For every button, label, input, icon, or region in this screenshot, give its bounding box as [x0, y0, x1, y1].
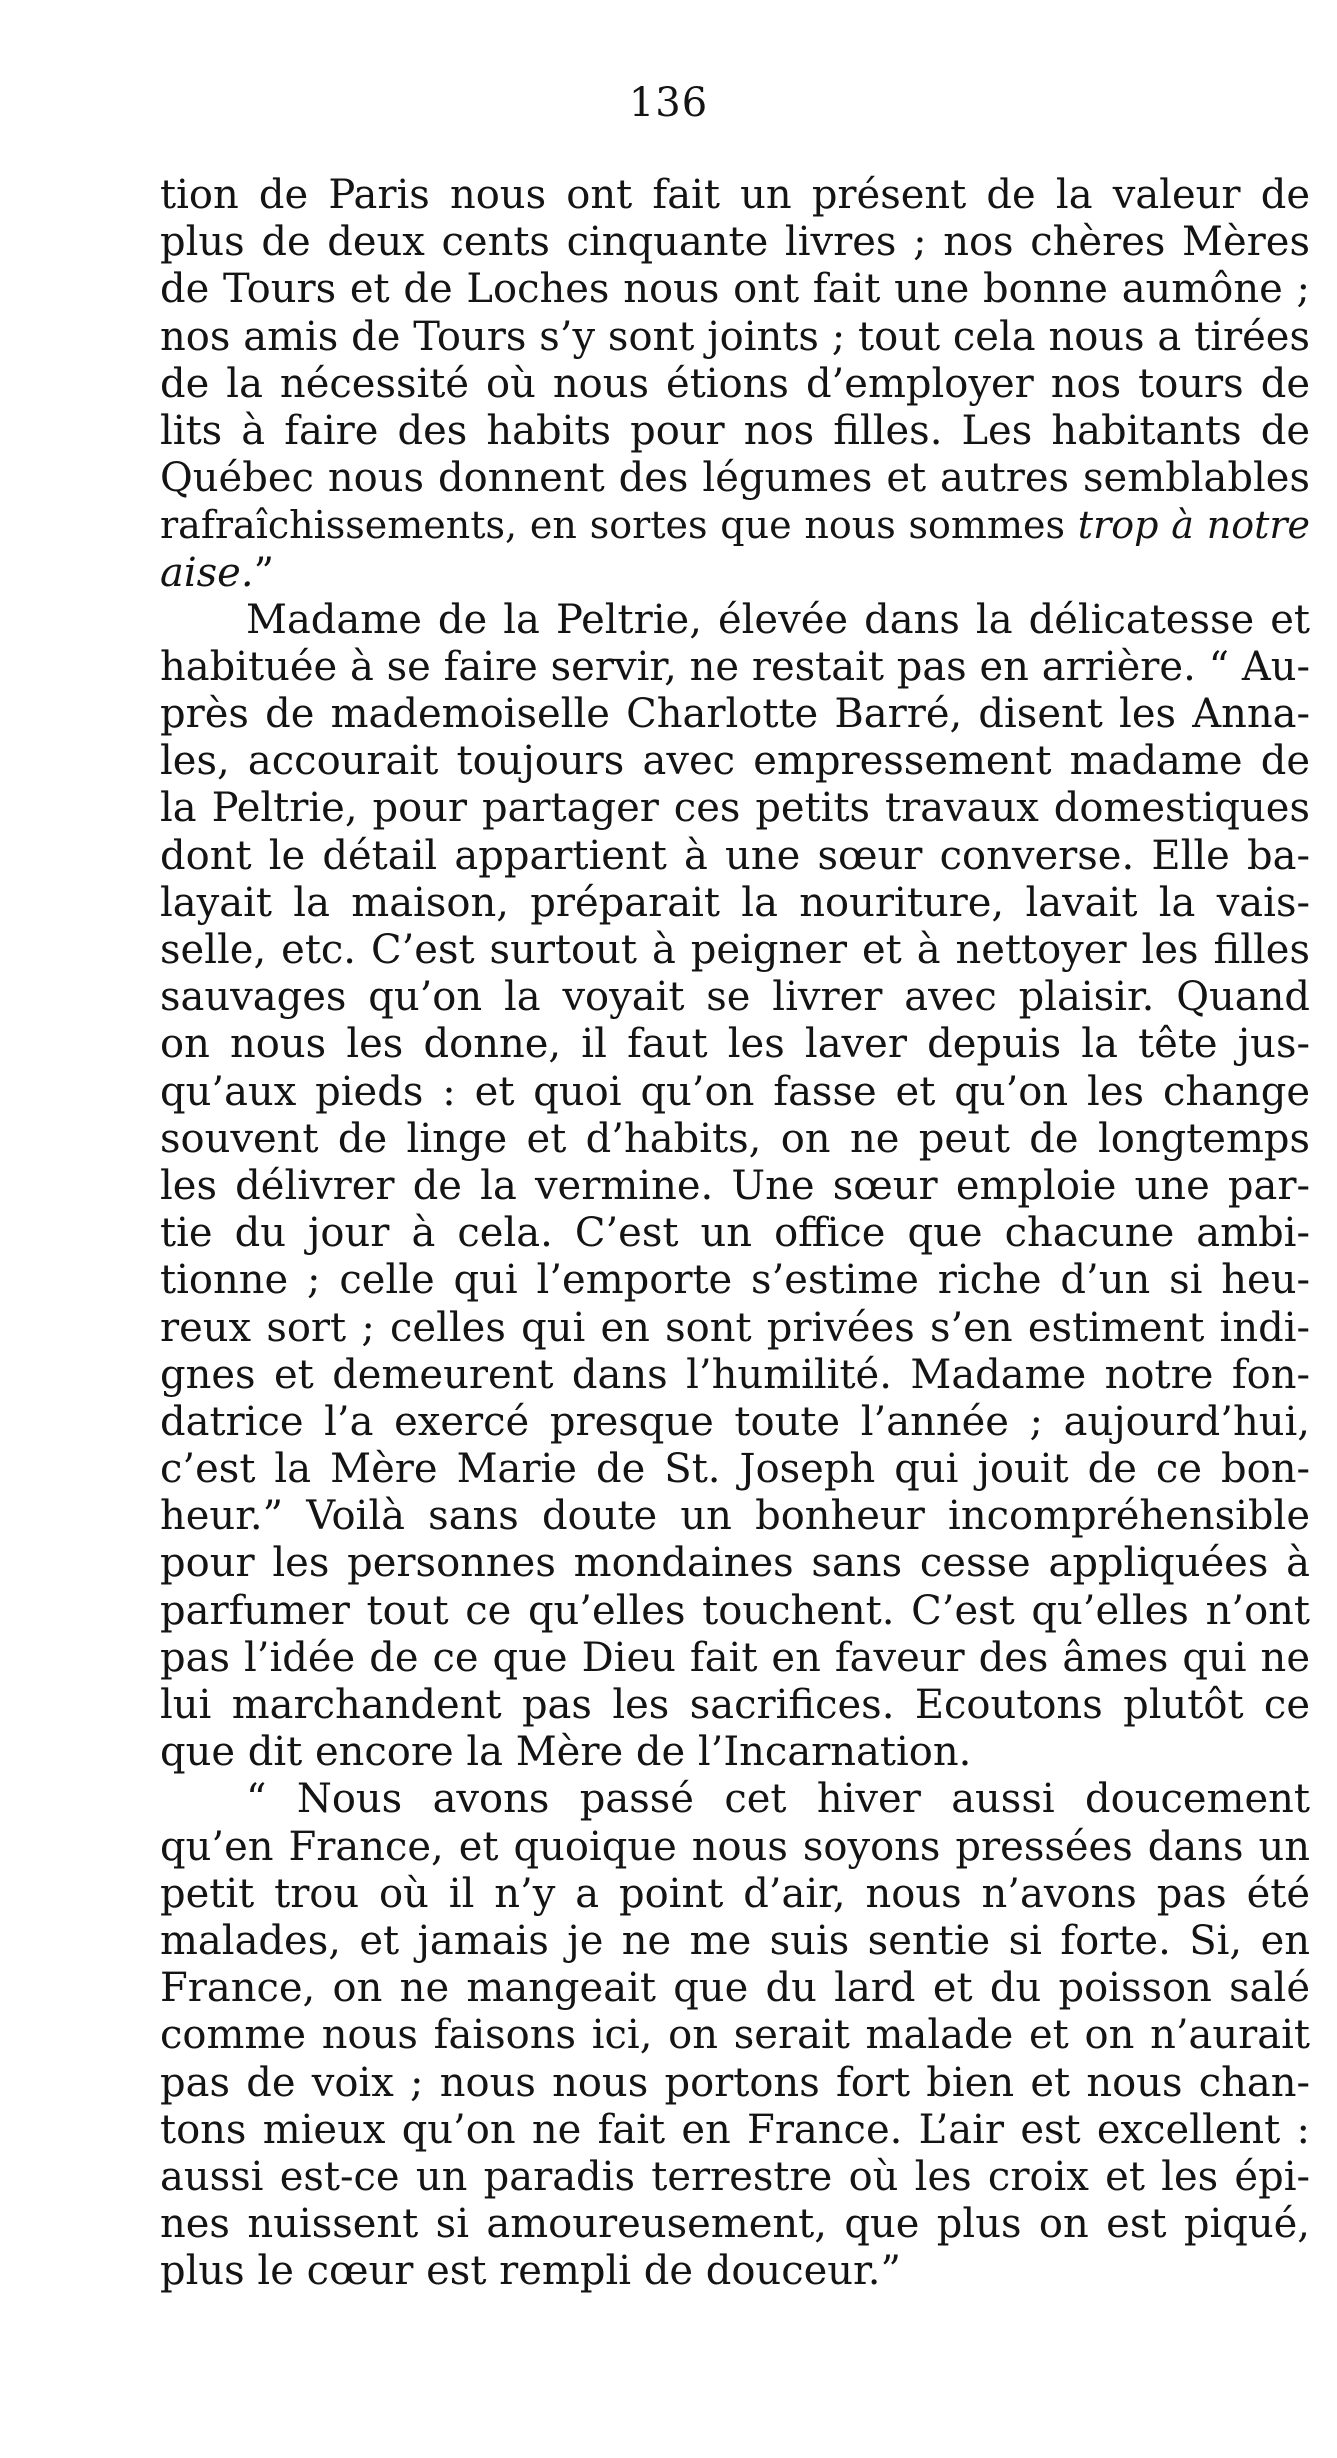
line-text: c’est la Mère Marie de St. Joseph qui jouit de ce bon-: [160, 1446, 1310, 1493]
line-text: qu’en France, et quoique nous soyons pressées dans un: [160, 1823, 1310, 1870]
text-line: [160, 1540, 1310, 1587]
line-text: qu’aux pieds : et quoi qu’on fasse et qu’on les change: [160, 1068, 1310, 1115]
text-line: [160, 1069, 1310, 1116]
text-line: [160, 1588, 1310, 1635]
line-text: lui marchandent pas les sacrifices. Ecoutons plutôt ce: [160, 1682, 1310, 1728]
line-text: comme nous faisons ici, on serait malade et on n’aurait: [160, 2012, 1310, 2059]
text-line: [160, 172, 1310, 219]
text-line: [160, 2012, 1310, 2059]
line-text: tion de Paris nous ont fait un présent de la valeur de: [160, 172, 1310, 218]
line-text: les, accourait toujours avec empressement madame de: [160, 738, 1310, 785]
line-text: la Peltrie, pour partager ces petits travaux domestiques: [160, 785, 1310, 832]
text-line: [160, 927, 1310, 974]
text-line: [160, 361, 1310, 408]
text-line: [160, 2107, 1310, 2154]
line-text: tionne ; celle qui l’emporte s’estime riche d’un si heu-: [160, 1257, 1310, 1304]
line-text: près de mademoiselle Charlotte Barré, disent les Anna-: [160, 691, 1310, 738]
text-line: [160, 1729, 1310, 1776]
line-text: Québec nous donnent des légumes et autres semblables: [160, 455, 1310, 502]
text-line: [160, 2060, 1310, 2107]
line-text: pas de voix ; nous nous portons fort bien et nous chan-: [160, 2059, 1310, 2106]
text-line: [160, 974, 1310, 1021]
line-text: de Tours et de Loches nous ont fait une bonne aumône ;: [160, 266, 1310, 313]
page-text: [160, 172, 1310, 2295]
line-text: parfumer tout ce qu’elles touchent. C’est qu’elles n’ont: [160, 1587, 1310, 1634]
line-text: pour les personnes mondaines sans cesse appliquées à: [160, 1540, 1310, 1587]
line-text: pas l’idée de ce que Dieu fait en faveur des âmes qui ne: [160, 1634, 1310, 1681]
text-line: [160, 314, 1310, 361]
line-text: plus le cœur est rempli de douceur.”: [160, 2248, 901, 2295]
text-line: [160, 2248, 1310, 2295]
line-text: malades, et jamais je ne me suis sentie si forte. Si, en: [160, 1917, 1310, 1964]
text-line: [160, 1918, 1310, 1965]
text-line: [160, 1399, 1310, 1446]
text-line: [160, 738, 1310, 785]
text-line: [160, 1257, 1310, 1304]
line-text: nos amis de Tours s’y sont joints ; tout cela nous a tirées: [160, 313, 1310, 360]
line-text: “ Nous avons passé cet hiver aussi doucement: [246, 1776, 1310, 1823]
text-line: [160, 1493, 1310, 1540]
text-line: [160, 550, 1310, 597]
line-italic-text: trop à notre: [1077, 503, 1310, 548]
line-text: lits à faire des habits pour nos filles. Les habitants de: [160, 407, 1310, 454]
text-line: [160, 1352, 1310, 1399]
text-line: [160, 833, 1310, 880]
text-line: [160, 1682, 1310, 1729]
text-line: [160, 502, 1310, 549]
text-line: [160, 408, 1310, 455]
line-text: habituée à se faire servir, ne restait pas en arrière. “ Au-: [160, 643, 1310, 690]
line-text: nes nuissent si amoureusement, que plus on est piqué,: [160, 2201, 1310, 2248]
text-line: [160, 2201, 1310, 2248]
text-line: [160, 597, 1310, 644]
text-line: [160, 1871, 1310, 1918]
text-line: [160, 691, 1310, 738]
line-trailing-text: ”: [253, 549, 275, 596]
text-line: [160, 1965, 1310, 2012]
line-text: gnes et demeurent dans l’humilité. Madame notre fon-: [160, 1351, 1310, 1398]
line-text: petit trou où il n’y a point d’air, nous n’avons pas été: [160, 1870, 1310, 1917]
text-line: [160, 1210, 1310, 1257]
line-text: selle, etc. C’est surtout à peigner et à nettoyer les filles: [160, 927, 1310, 973]
line-text: de la nécessité où nous étions d’employer nos tours de: [160, 360, 1310, 407]
line-text: tons mieux qu’on ne fait en France. L’air est excellent :: [160, 2106, 1310, 2153]
line-text: Madame de la Peltrie, élevée dans la délicatesse et: [246, 596, 1310, 643]
text-line: [160, 1824, 1310, 1871]
text-line: [160, 1021, 1310, 1068]
text-line: [160, 455, 1310, 502]
text-line: [160, 880, 1310, 927]
text-line: [160, 1305, 1310, 1352]
text-line: [160, 1635, 1310, 1682]
line-text: tie du jour à cela. C’est un office que chacune ambi-: [160, 1210, 1310, 1257]
line-text: layait la maison, préparait la nouriture, lavait la vais-: [160, 879, 1310, 926]
text-line: [160, 1776, 1310, 1823]
line-text: dont le détail appartient à une sœur converse. Elle ba-: [160, 832, 1310, 879]
line-text: souvent de linge et d’habits, on ne peut de longtemps: [160, 1115, 1310, 1162]
line-text: rafraîchissements, en sortes que nous sommes: [160, 503, 1078, 548]
line-italic-text: aise.: [160, 549, 254, 596]
line-text: on nous les donne, il faut les laver depuis la tête jus-: [160, 1021, 1310, 1068]
text-line: [160, 219, 1310, 266]
text-line: [160, 1163, 1310, 1210]
text-line: [160, 2154, 1310, 2201]
line-text: que dit encore la Mère de l’Incarnation.: [160, 1729, 972, 1776]
line-text: datrice l’a exercé presque toute l’année ; aujourd’hui,: [160, 1398, 1310, 1445]
line-text: aussi est-ce un paradis terrestre où les croix et les épi-: [160, 2153, 1310, 2200]
line-text: heur.” Voilà sans doute un bonheur incompréhensible: [160, 1493, 1310, 1540]
line-text: reux sort ; celles qui en sont privées s’en estiment indi-: [160, 1304, 1310, 1351]
line-text: plus de deux cents cinquante livres ; nos chères Mères: [160, 219, 1310, 266]
line-text: France, on ne mangeait que du lard et du poisson salé: [160, 1965, 1310, 2012]
line-text: les délivrer de la vermine. Une sœur emploie une par-: [160, 1162, 1310, 1209]
text-line: [160, 785, 1310, 832]
text-line: [160, 266, 1310, 313]
line-text: sauvages qu’on la voyait se livrer avec plaisir. Quand: [160, 974, 1310, 1021]
text-line: [160, 1116, 1310, 1163]
page-number: 136: [628, 80, 709, 126]
text-line: [160, 644, 1310, 691]
text-line: [160, 1446, 1310, 1493]
